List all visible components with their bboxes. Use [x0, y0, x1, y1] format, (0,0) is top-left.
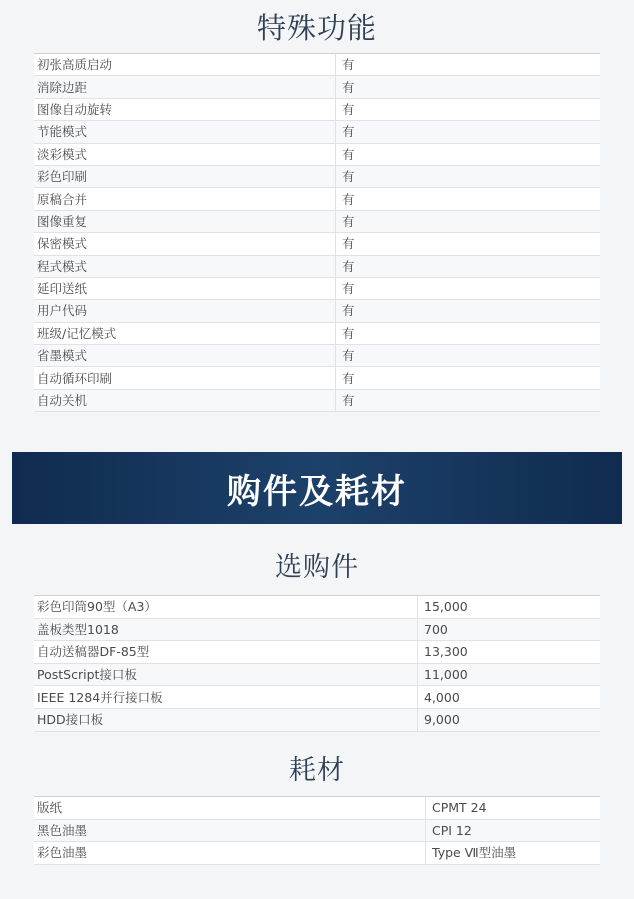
- row-label: 黑色油墨: [34, 819, 426, 842]
- row-label: 图像重复: [34, 210, 336, 232]
- row-value: CPMT 24: [426, 797, 601, 819]
- table-row: [34, 76, 600, 98]
- row-label: 程式模式: [34, 255, 336, 277]
- row-value: 有: [336, 54, 601, 76]
- table-row: [34, 797, 600, 819]
- row-value: CPI 12: [426, 819, 601, 842]
- table-row: [34, 842, 600, 865]
- table-row: [34, 367, 600, 389]
- row-label: 消除边距: [34, 76, 336, 98]
- row-value: 11,000: [418, 663, 601, 686]
- row-value: 有: [336, 233, 601, 255]
- row-label: 自动送稿器DF-85型: [34, 641, 418, 664]
- row-value: 有: [336, 98, 601, 120]
- row-label: 自动循环印刷: [34, 367, 336, 389]
- row-value: Type Ⅶ型油墨: [426, 842, 601, 865]
- row-value: 4,000: [418, 686, 601, 709]
- banner-title: 购件及耗材: [227, 471, 407, 512]
- table-row: [34, 686, 600, 709]
- row-value: 有: [336, 322, 601, 344]
- row-value: 有: [336, 165, 601, 187]
- row-label: 原稿合并: [34, 188, 336, 210]
- table-row: [34, 143, 600, 165]
- special-functions-title: 特殊功能: [256, 11, 377, 45]
- table-row: [34, 98, 600, 120]
- table-row: [34, 708, 600, 731]
- options-table: [34, 596, 600, 732]
- row-value: 有: [336, 210, 601, 232]
- row-label: 延印送纸: [34, 277, 336, 299]
- row-value: 700: [418, 618, 601, 641]
- row-label: 版纸: [34, 797, 426, 819]
- table-row: [34, 663, 600, 686]
- row-label: 淡彩模式: [34, 143, 336, 165]
- row-value: 15,000: [418, 596, 601, 618]
- table-row: [34, 641, 600, 664]
- table-row: [34, 165, 600, 187]
- row-label: IEEE 1284并行接口板: [34, 686, 418, 709]
- row-label: 盖板类型1018: [34, 618, 418, 641]
- row-label: PostScript接口板: [34, 663, 418, 686]
- row-label: 初张高质启动: [34, 54, 336, 76]
- table-row: [34, 54, 600, 76]
- table-row: [34, 596, 600, 618]
- table-row: [34, 819, 600, 842]
- table-row: [34, 389, 600, 411]
- row-label: 自动关机: [34, 389, 336, 411]
- table-row: [34, 233, 600, 255]
- table-row: [34, 345, 600, 367]
- table-row: [34, 210, 600, 232]
- row-value: 有: [336, 277, 601, 299]
- row-label: 班级/记忆模式: [34, 322, 336, 344]
- section-banner: [12, 452, 622, 524]
- row-value: 9,000: [418, 708, 601, 731]
- table-row: [34, 121, 600, 143]
- row-value: 有: [336, 121, 601, 143]
- row-label: 用户代码: [34, 300, 336, 322]
- table-row: [34, 255, 600, 277]
- row-value: 有: [336, 300, 601, 322]
- row-value: 有: [336, 76, 601, 98]
- row-value: 有: [336, 143, 601, 165]
- row-label: 彩色油墨: [34, 842, 426, 865]
- table-row: [34, 322, 600, 344]
- options-title: 选购件: [275, 552, 359, 583]
- row-value: 13,300: [418, 641, 601, 664]
- row-value: 有: [336, 345, 601, 367]
- table-row: [34, 188, 600, 210]
- consumables-table: [34, 797, 600, 865]
- row-label: 彩色印刷: [34, 165, 336, 187]
- consumables-title: 耗材: [289, 755, 345, 786]
- special-functions-table: [34, 54, 600, 412]
- row-value: 有: [336, 188, 601, 210]
- row-label: HDD接口板: [34, 708, 418, 731]
- row-label: 节能模式: [34, 121, 336, 143]
- table-row: [34, 300, 600, 322]
- row-label: 彩色印筒90型（A3）: [34, 596, 418, 618]
- table-row: [34, 277, 600, 299]
- row-label: 保密模式: [34, 233, 336, 255]
- row-label: 图像自动旋转: [34, 98, 336, 120]
- table-row: [34, 618, 600, 641]
- row-value: 有: [336, 367, 601, 389]
- row-label: 省墨模式: [34, 345, 336, 367]
- row-value: 有: [336, 389, 601, 411]
- row-value: 有: [336, 255, 601, 277]
